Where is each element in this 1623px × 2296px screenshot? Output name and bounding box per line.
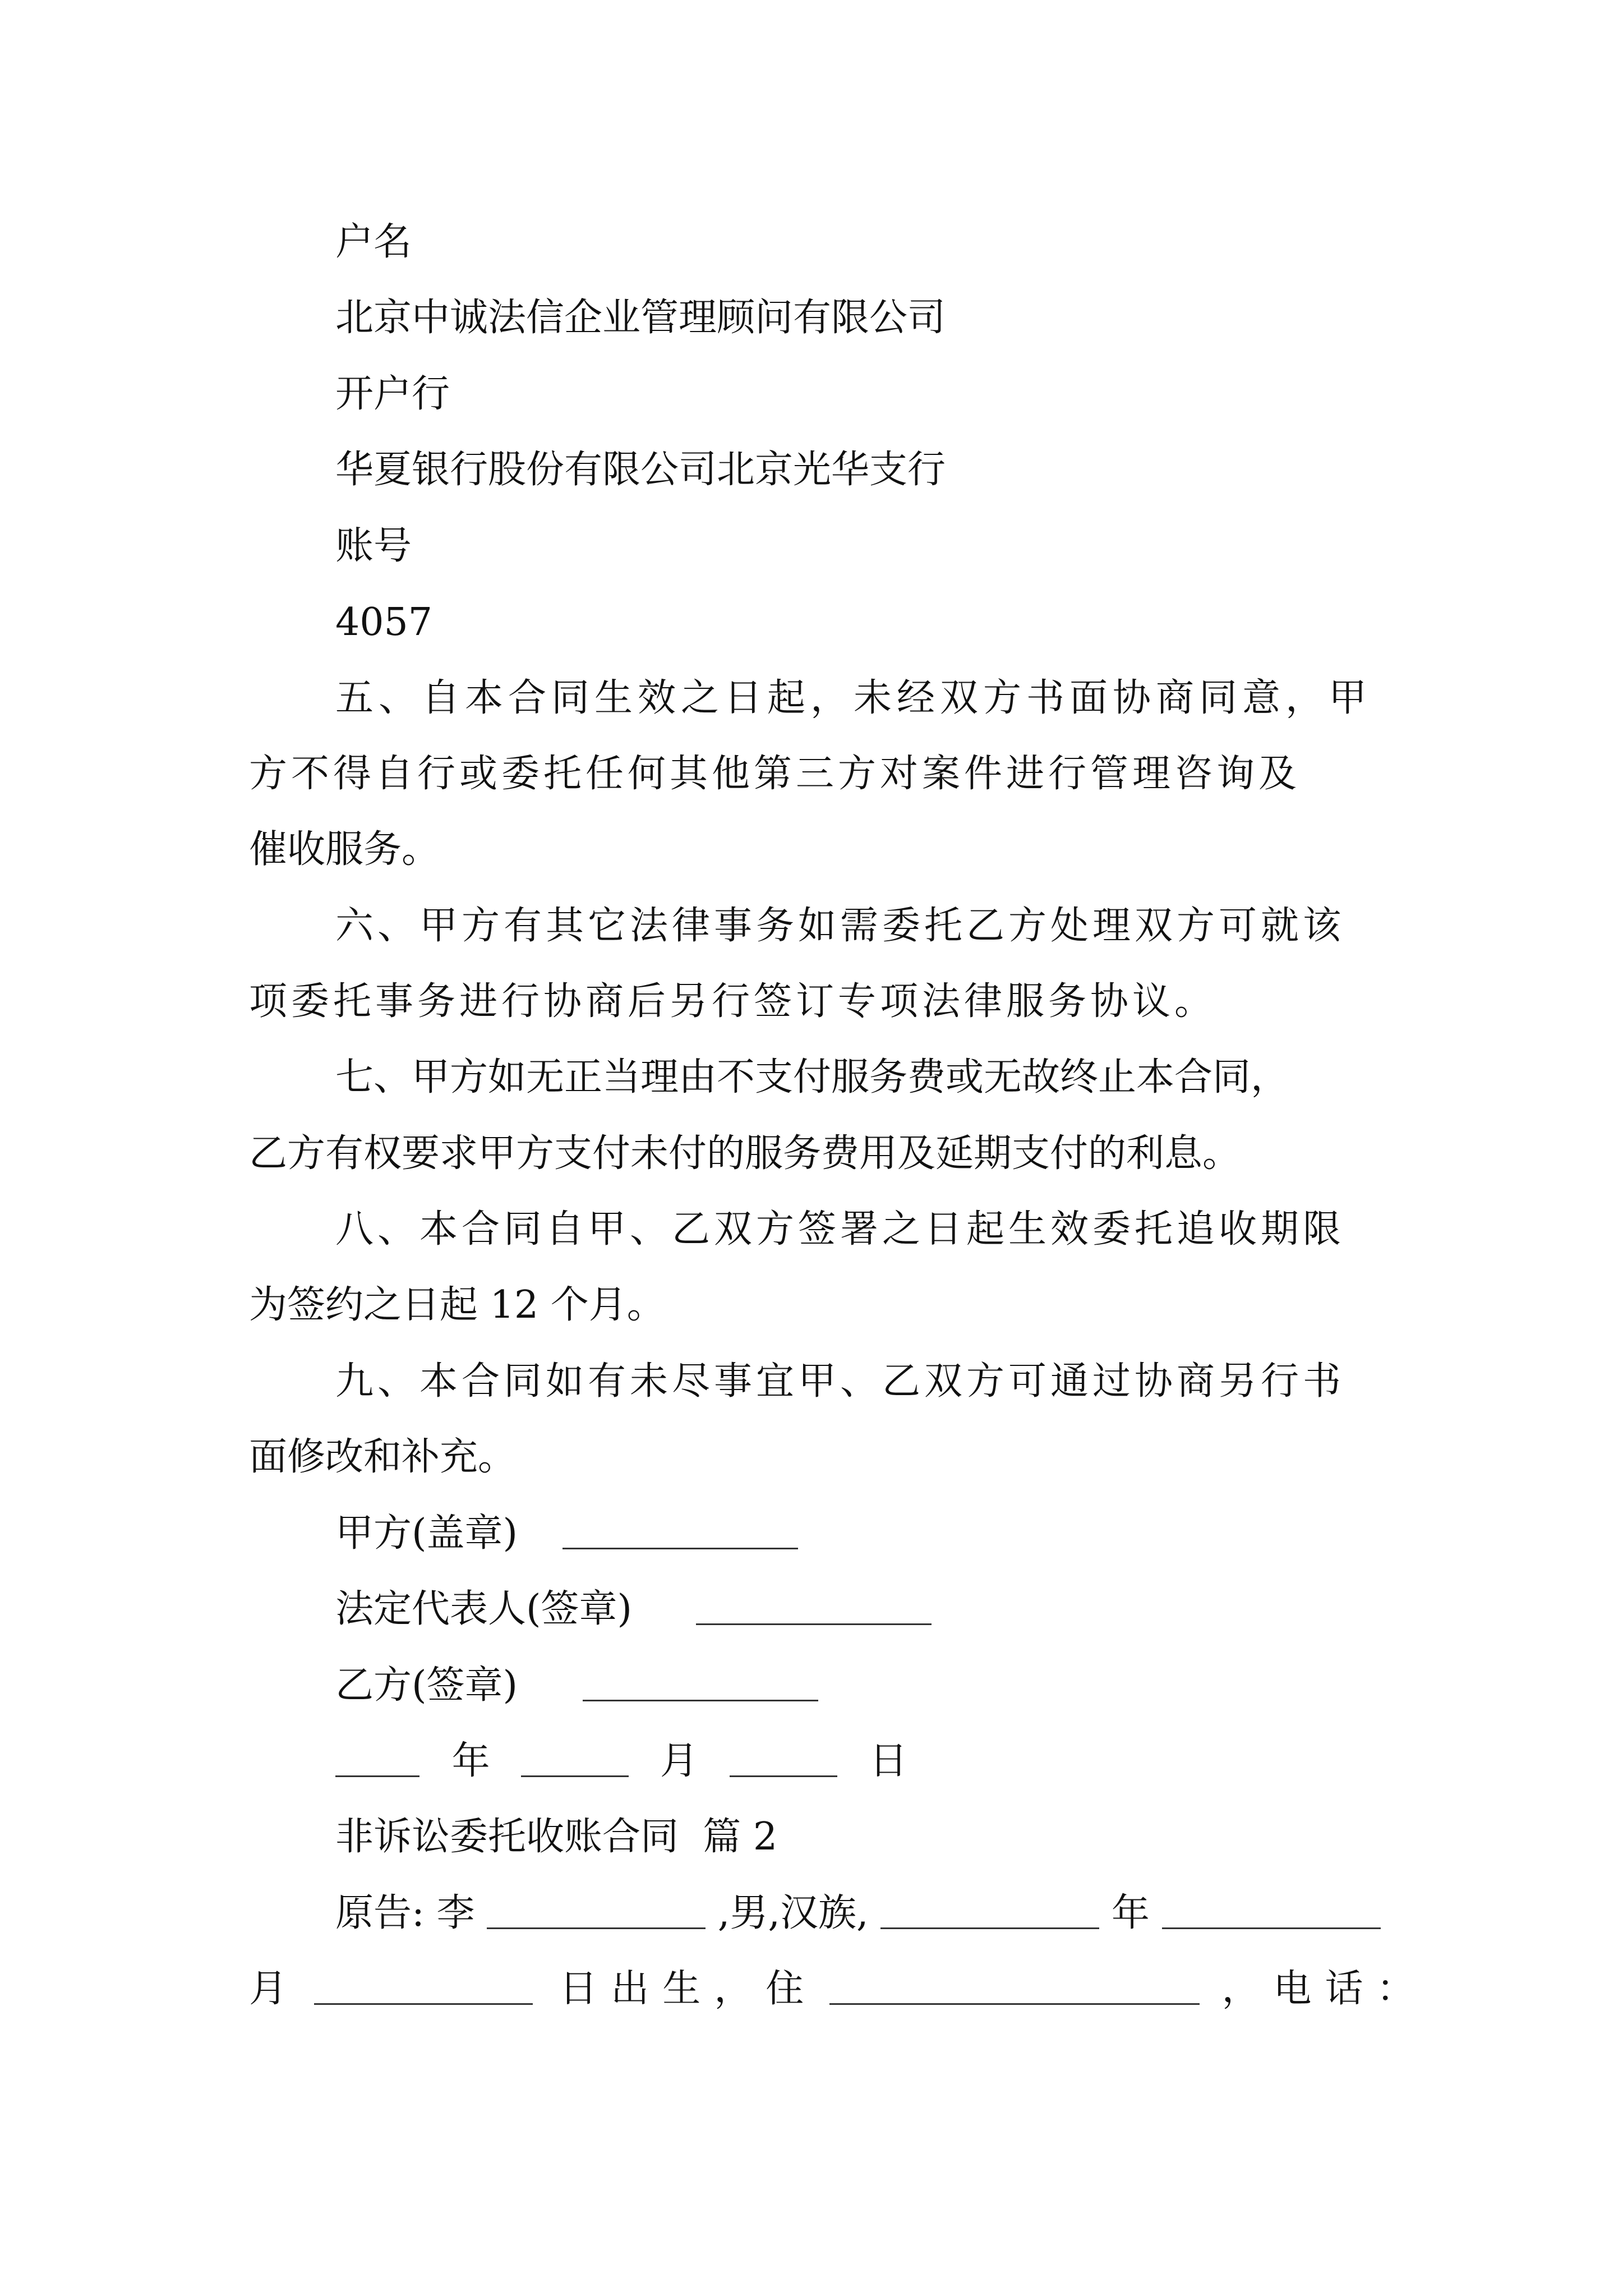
legal-rep-signature-row bbox=[335, 1587, 932, 1631]
account-number-label: 账号 bbox=[335, 524, 412, 568]
plaintiff-gender-ethnicity: ,男,汉族, bbox=[717, 1891, 869, 1935]
party-a-signature-row bbox=[335, 1511, 798, 1556]
account-name-label: 户名 bbox=[335, 220, 412, 264]
party-a-signature-field[interactable] bbox=[562, 1548, 798, 1549]
year-label: 年 bbox=[451, 1739, 490, 1783]
clause-8-line-1: 八、本合同自甲、乙双方签署之日起生效委托追收期限 bbox=[335, 1207, 1345, 1251]
clause-7-line-2: 乙方有权要求甲方支付未付的服务费用及延期支付的利息。 bbox=[249, 1131, 1241, 1176]
birth-year-label: 年 bbox=[1111, 1891, 1150, 1935]
birth-address-label: 日出生，住 bbox=[559, 1967, 818, 2011]
day-field[interactable] bbox=[730, 1775, 837, 1777]
clause-7-line-1: 七、甲方如无正当理由不支付服务费或无故终止本合同， bbox=[335, 1055, 1289, 1099]
date-row bbox=[335, 1739, 908, 1783]
clause-5-line-3: 催收服务。 bbox=[249, 827, 440, 872]
birth-year-field[interactable] bbox=[880, 1927, 1099, 1929]
plaintiff-line-1 bbox=[335, 1891, 1381, 1935]
bank-value: 华夏银行股份有限公司北京光华支行 bbox=[335, 448, 946, 492]
address-field[interactable] bbox=[829, 2003, 1200, 2005]
month-label: 月 bbox=[660, 1739, 698, 1783]
plaintiff-name-field[interactable] bbox=[487, 1927, 706, 1929]
birth-month-field[interactable] bbox=[1162, 1927, 1381, 1929]
section-title: 非诉讼委托收账合同 篇 2 bbox=[335, 1815, 778, 1859]
plaintiff-line-2 bbox=[249, 1967, 1428, 2011]
clause-6-line-1: 六、甲方有其它法律事务如需委托乙方处理双方可就该 bbox=[335, 904, 1345, 948]
clause-6-line-2: 项委托事务进行协商后另行签订专项法律服务协议。 bbox=[249, 979, 1217, 1024]
birth-day-field[interactable] bbox=[314, 2003, 533, 2005]
party-b-label: 乙方(签章) bbox=[335, 1663, 518, 1708]
phone-label: ，电话： bbox=[1221, 1967, 1428, 2011]
party-b-signature-field[interactable] bbox=[583, 1700, 818, 1701]
clause-9-line-1: 九、本合同如有未尽事宜甲、乙双方可通过协商另行书 bbox=[335, 1359, 1345, 1404]
month-field[interactable] bbox=[521, 1775, 629, 1777]
year-field[interactable] bbox=[335, 1775, 419, 1777]
day-label: 日 bbox=[869, 1739, 908, 1783]
party-b-signature-row bbox=[335, 1663, 818, 1708]
clause-5-line-1: 五、自本合同生效之日起，未经双方书面协商同意，甲 bbox=[335, 676, 1372, 720]
plaintiff-prefix: 原告: 李 bbox=[335, 1891, 475, 1935]
clause-5-line-2: 方不得自行或委托任何其他第三方对案件进行管理咨询及 bbox=[249, 752, 1301, 796]
bank-label: 开户行 bbox=[335, 372, 450, 416]
clause-9-line-2: 面修改和补充。 bbox=[249, 1435, 517, 1479]
account-name-value: 北京中诚法信企业管理顾问有限公司 bbox=[335, 296, 946, 340]
account-number-value: 4057 bbox=[335, 600, 433, 645]
clause-8-line-2: 为签约之日起 12 个月。 bbox=[249, 1283, 665, 1327]
birth-month-label: 月 bbox=[249, 1967, 288, 2011]
legal-rep-signature-field[interactable] bbox=[696, 1623, 932, 1625]
legal-rep-label: 法定代表人(签章) bbox=[335, 1587, 633, 1631]
party-a-label: 甲方(盖章) bbox=[335, 1511, 518, 1556]
